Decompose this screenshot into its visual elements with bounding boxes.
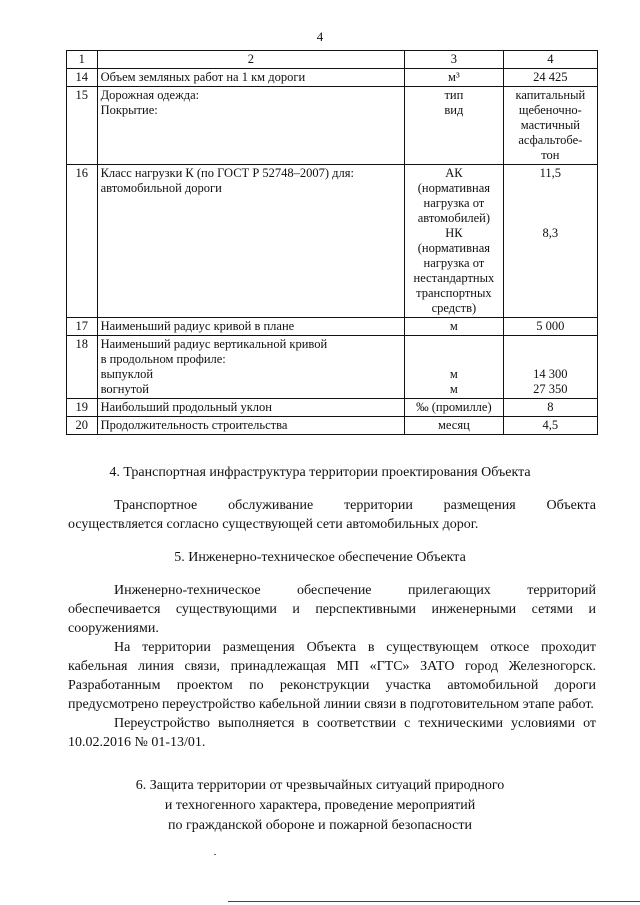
word: обслуживание <box>228 498 314 513</box>
value-cell-line: 5 000 <box>536 319 565 333</box>
scan-speck <box>214 854 216 855</box>
unit-cell-line: ‰ (промилле) <box>416 400 492 414</box>
value-cell <box>503 336 597 399</box>
row-number-cell: 18 <box>67 336 98 399</box>
description-cell <box>97 318 405 336</box>
section-6-title-line: и техногенного характера, проведение мероприятий <box>164 798 476 813</box>
row-number-cell: 16 <box>67 165 98 318</box>
unit-cell-line: тип <box>444 88 464 102</box>
unit-cell-line: (нормативная <box>417 181 491 195</box>
value-cell-line <box>507 196 594 211</box>
value-cell <box>503 69 597 87</box>
description-cell-line: Наименьший радиус кривой в плане <box>100 319 295 333</box>
unit-cell-line: м <box>449 367 458 381</box>
value-cell <box>503 399 597 417</box>
section-6-title-line: 6. Защита территории от чрезвычайных ситуаций природного <box>135 778 505 793</box>
value-cell-line: 8,3 <box>542 226 559 240</box>
value-cell-line: 14 300 <box>533 367 568 381</box>
section-4-first-line <box>68 496 596 515</box>
value-cell-line: 4,5 <box>542 418 559 432</box>
value-cell-line <box>507 337 594 352</box>
unit-cell-line: месяц <box>438 418 470 432</box>
value-cell-line <box>507 181 594 196</box>
word: территорий <box>527 583 596 598</box>
description-cell <box>97 87 405 165</box>
header-cell-4: 4 <box>503 51 597 69</box>
value-cell-line <box>507 352 594 367</box>
row-number-cell: 20 <box>67 417 98 435</box>
table-row <box>67 318 598 336</box>
value-cell <box>503 318 597 336</box>
row-number-cell: 17 <box>67 318 98 336</box>
bottom-edge-line <box>228 901 640 902</box>
section-5-paragraph-1: обеспечивается существующими и перспективными инженерными сетями и сооружениями. <box>68 602 596 636</box>
description-cell-line: Класс нагрузки К (по ГОСТ Р 52748–2007) для: <box>100 166 354 180</box>
unit-cell-line: м³ <box>448 70 460 84</box>
row-number-cell: 14 <box>67 69 98 87</box>
row-number-cell: 19 <box>67 399 98 417</box>
table-header-row <box>67 51 598 69</box>
header-cell-3: 3 <box>405 51 504 69</box>
unit-cell-line: НК <box>445 226 463 240</box>
unit-cell-line: нестандартных <box>413 271 495 285</box>
page-number: 4 <box>316 29 324 44</box>
word: обеспечение <box>297 583 372 598</box>
unit-cell <box>405 318 504 336</box>
table-row <box>67 336 598 399</box>
value-cell-line: 11,5 <box>539 166 562 180</box>
description-cell-line: Дорожная одежда: <box>100 88 200 102</box>
section-5-paragraph-3: Переустройство выполняется в соответствии с техническими условиями от 10.02.2016 № 01-13/01. <box>68 716 596 750</box>
row-number-cell: 15 <box>67 87 98 165</box>
description-cell <box>97 165 405 318</box>
description-cell-line: автомобильной дороги <box>100 181 222 195</box>
unit-cell <box>405 399 504 417</box>
section-6-title-line: по гражданской обороне и пожарной безопасности <box>168 818 472 833</box>
unit-cell-line: (нормативная <box>417 241 491 255</box>
word: Объекта <box>546 498 596 513</box>
value-cell <box>503 87 597 165</box>
value-cell-line: 27 350 <box>533 382 568 396</box>
unit-cell-line: м <box>449 319 458 333</box>
table-row <box>67 87 598 165</box>
description-cell-line: выпуклой <box>100 367 154 381</box>
unit-cell <box>405 336 504 399</box>
word: Транспортное <box>114 498 198 513</box>
section-5-first-line <box>68 581 596 600</box>
word: территории <box>344 498 413 513</box>
section-6-title <box>0 776 640 836</box>
description-cell-line: Покрытие: <box>100 103 158 117</box>
value-cell-line: щебеночно- <box>518 103 582 117</box>
unit-cell-line: автомобилей) <box>417 211 491 225</box>
unit-cell-line: нагрузка от <box>423 196 485 210</box>
table-body <box>67 51 598 435</box>
description-cell <box>97 399 405 417</box>
table-row <box>67 399 598 417</box>
description-cell-line: Объем земляных работ на 1 км дороги <box>100 70 306 84</box>
word: Инженерно-техническое <box>114 583 261 598</box>
value-cell-line: тон <box>541 148 560 162</box>
description-cell-line: в продольном профиле: <box>100 352 226 366</box>
unit-cell-line: транспортных <box>416 286 492 300</box>
section-5-title: 5. Инженерно-техническое обеспечение Объекта <box>174 550 466 565</box>
unit-cell-line <box>408 352 500 367</box>
section-4-paragraph <box>68 496 596 534</box>
unit-cell <box>405 87 504 165</box>
unit-cell-line: вид <box>444 103 464 117</box>
unit-cell <box>405 69 504 87</box>
value-cell <box>503 417 597 435</box>
unit-cell-line: АК <box>445 166 463 180</box>
value-cell-line: мастичный <box>520 118 580 132</box>
description-cell <box>97 69 405 87</box>
value-cell <box>503 165 597 318</box>
section-4-title: 4. Транспортная инфраструктура территории проектирования Объекта <box>109 465 531 480</box>
section-4-text: осуществляется согласно существующей сети автомобильных дорог. <box>68 517 479 532</box>
description-cell-line: Продолжительность строительства <box>100 418 288 432</box>
section-5-paragraph-2: На территории размещения Объекта в существующем откосе проходит кабельная линия связи, принадлежащая МП «ГТС» ЗАТО город Железногорск. Разработанным проектом по реконструкции участка автомобильной дороги предусмотрено переустройство кабельной линии связи в подготовительном этапе работ. <box>68 640 596 712</box>
unit-cell-line: средств) <box>431 301 477 315</box>
value-cell-line: 8 <box>547 400 554 414</box>
value-cell-line <box>507 211 594 226</box>
description-cell-line: вогнутой <box>100 382 149 396</box>
table-row <box>67 69 598 87</box>
unit-cell-line <box>408 337 500 352</box>
description-cell <box>97 336 405 399</box>
description-cell-line: Наибольший продольный уклон <box>100 400 272 414</box>
description-cell <box>97 417 405 435</box>
unit-cell <box>405 165 504 318</box>
word: прилегающих <box>407 583 491 598</box>
section-5-body <box>68 581 596 752</box>
unit-cell <box>405 417 504 435</box>
specifications-table <box>66 50 598 435</box>
value-cell-line: асфальтобе- <box>518 133 583 147</box>
header-cell-2: 2 <box>97 51 405 69</box>
table-row <box>67 417 598 435</box>
value-cell-line: 24 425 <box>533 70 568 84</box>
description-cell-line: Наименьший радиус вертикальной кривой <box>100 337 328 351</box>
unit-cell-line: м <box>449 382 458 396</box>
value-cell-line: капитальный <box>515 88 586 102</box>
header-cell-1: 1 <box>67 51 98 69</box>
unit-cell-line: нагрузка от <box>423 256 485 270</box>
word: размещения <box>443 498 516 513</box>
table-row <box>67 165 598 318</box>
